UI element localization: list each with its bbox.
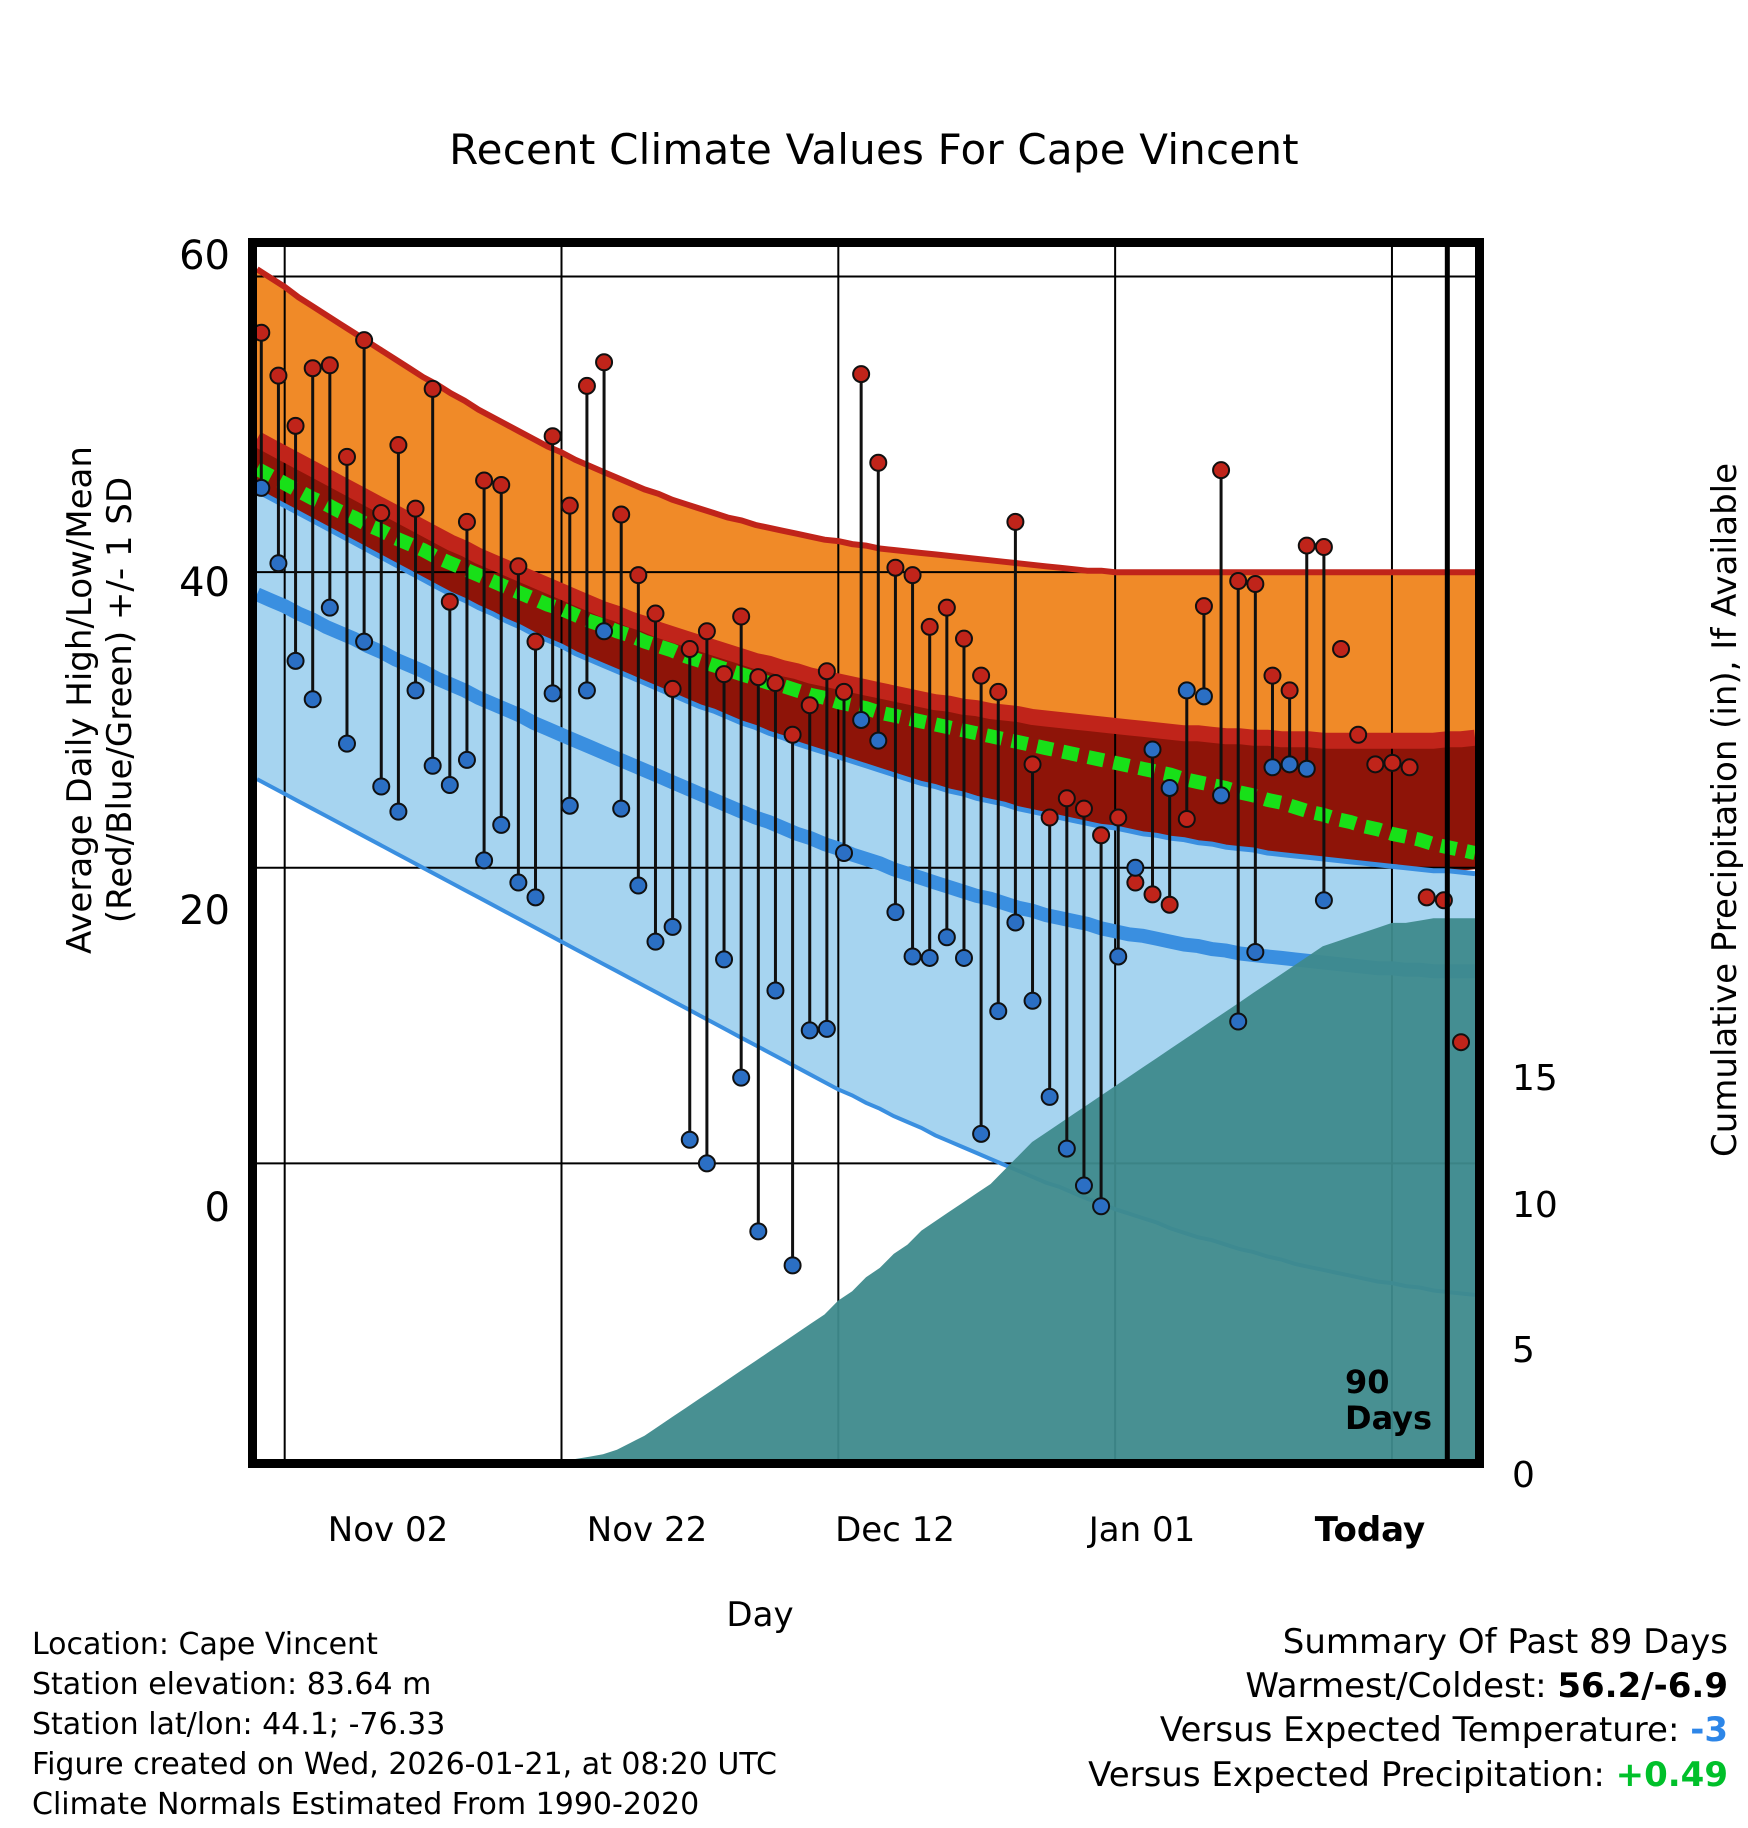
x-tick-nov-22: Nov 22 (586, 1510, 708, 1550)
x-axis-label: Day (726, 1595, 794, 1635)
summary-vs-temperature-value: -3 (1690, 1710, 1728, 1751)
y-tick-right-0: 0 (1512, 1455, 1535, 1496)
summary-warmest-coldest-label: Warmest/Coldest: (1245, 1666, 1547, 1707)
summary-vs-temperature (1088, 1708, 1728, 1752)
summary-vs-precipitation-label: Versus Expected Precipitation: (1088, 1754, 1605, 1795)
metadata-elevation: Station elevation: 83.64 m (32, 1666, 432, 1702)
x-tick-jan-01: Jan 01 (1088, 1510, 1196, 1550)
plot-area (248, 238, 1484, 1468)
summary-block (1088, 1620, 1728, 1797)
y-tick-left-20: 20 (179, 888, 230, 934)
summary-vs-temperature-label: Versus Expected Temperature: (1159, 1710, 1680, 1751)
summary-title: Summary Of Past 89 Days (1282, 1622, 1728, 1662)
plot-svg (257, 247, 1475, 1459)
metadata-latlon: Station lat/lon: 44.1; -76.33 (32, 1706, 446, 1742)
y-tick-left-0: 0 (204, 1185, 230, 1231)
days-annotation-number: 90 (1345, 1363, 1390, 1401)
y-tick-right-10: 10 (1512, 1185, 1558, 1226)
metadata-location: Location: Cape Vincent (32, 1627, 378, 1662)
summary-warmest-coldest-value: 56.2/-6.9 (1557, 1666, 1728, 1707)
days-annotation-unit: Days (1345, 1398, 1433, 1437)
metadata-created: Figure created on Wed, 2026-01-21, at 08:20 UTC (32, 1746, 777, 1782)
y-tick-left-60: 60 (179, 233, 230, 279)
metadata-normals: Climate Normals Estimated From 1990-2020 (32, 1786, 700, 1822)
chart-title: Recent Climate Values For Cape Vincent (449, 125, 1299, 174)
summary-vs-precipitation-value: +0.49 (1615, 1754, 1728, 1795)
y-tick-left-40: 40 (179, 560, 230, 606)
y-tick-right-5: 5 (1512, 1330, 1535, 1371)
y-axis-label-left: Average Daily High/Low/Mean (Red/Blue/Green) +/- 1 SD (60, 446, 140, 954)
y-tick-right-15: 15 (1512, 1058, 1558, 1099)
x-tick-today: Today (1314, 1510, 1426, 1550)
summary-warmest-coldest (1088, 1664, 1728, 1708)
y-axis-label-right: Cumulative Precipitation (in), If Available (1705, 462, 1745, 1158)
summary-vs-precipitation (1088, 1753, 1728, 1797)
x-tick-nov-02: Nov 02 (327, 1510, 449, 1550)
days-annotation (1345, 1365, 1432, 1437)
x-tick-dec-12: Dec 12 (835, 1510, 955, 1550)
metadata-block (32, 1625, 777, 1824)
